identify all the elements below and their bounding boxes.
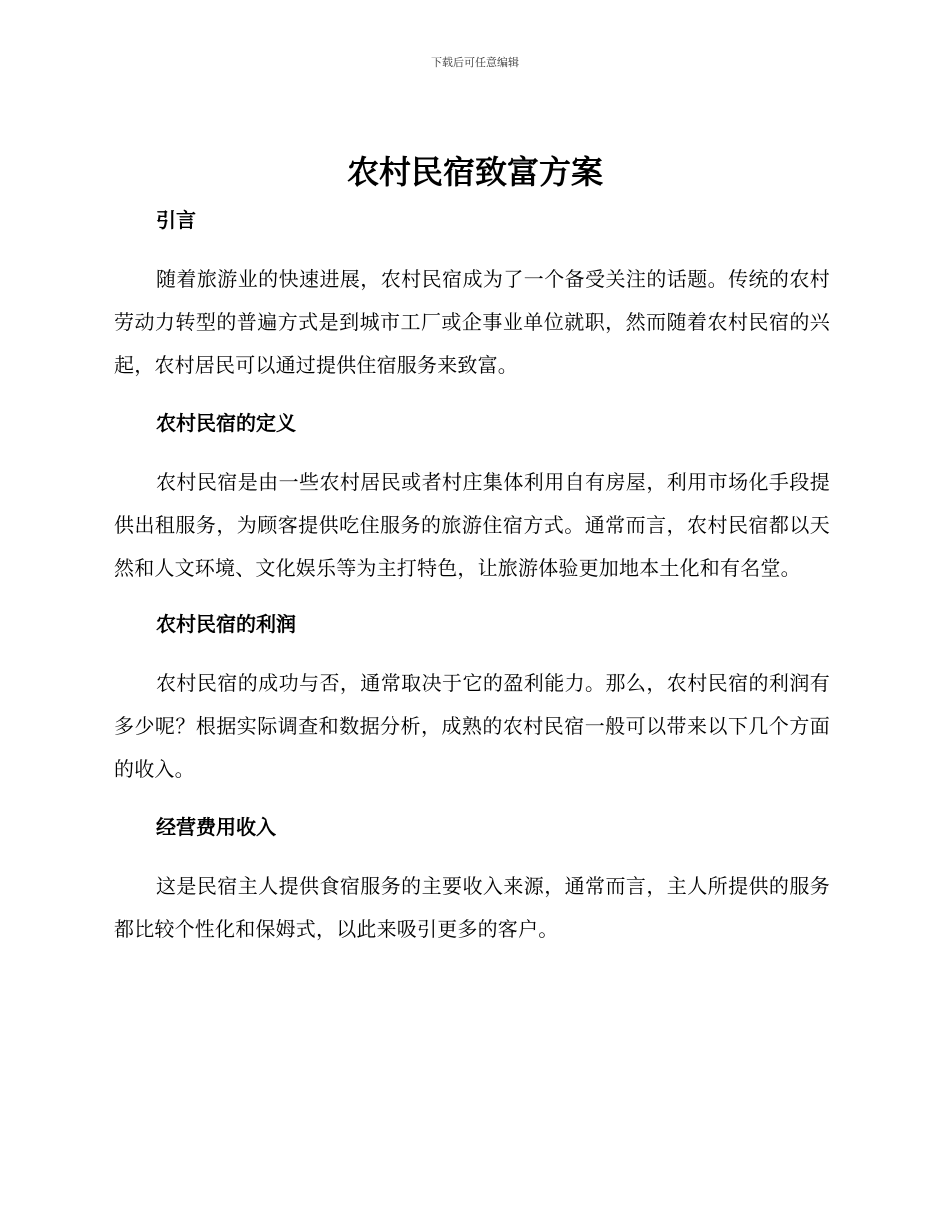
section-heading-definition: 农村民宿的定义 [156,411,296,435]
section-heading-profit: 农村民宿的利润 [156,612,296,636]
section-paragraph-profit: 农村民宿的成功与否，通常取决于它的盈利能力。那么，农村民宿的利润有多少呢？根据实际调查和数据分析，成熟的农村民宿一般可以带来以下几个方面的收入。 [114,671,830,781]
section-heading-operating-income: 经营费用收入 [156,815,276,839]
section-paragraph-definition: 农村民宿是由一些农村居民或者村庄集体利用自有房屋，利用市场化手段提供出租服务，为顾客提供吃住服务的旅游住宿方式。通常而言，农村民宿都以天然和人文环境、文化娱乐等为主打特色，让旅游体验更加地本土化和有名堂。 [114,470,830,580]
section-heading-introduction: 引言 [156,208,196,232]
section-paragraph-operating-income: 这是民宿主人提供食宿服务的主要收入来源，通常而言，主人所提供的服务都比较个性化和保姆式，以此来吸引更多的客户。 [114,874,830,941]
page-header-note: 下载后可任意编辑 [431,56,519,69]
section-paragraph-introduction: 随着旅游业的快速进展，农村民宿成为了一个备受关注的话题。传统的农村劳动力转型的普遍方式是到城市工厂或企事业单位就职，然而随着农村民宿的兴起，农村居民可以通过提供住宿服务来致富。 [114,267,830,377]
document-title: 农村民宿致富方案 [346,153,603,191]
document-body [114,202,830,951]
